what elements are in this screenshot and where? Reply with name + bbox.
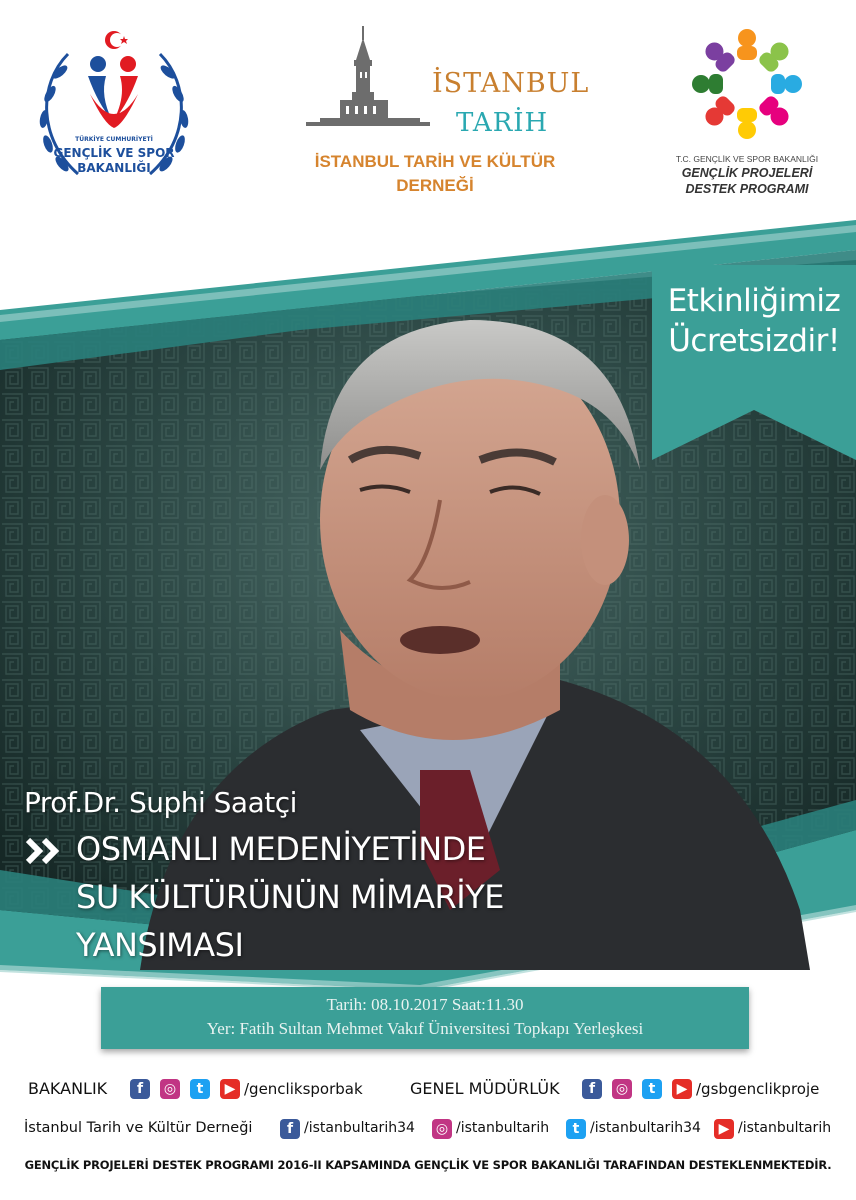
genclik-projeleri-logo xyxy=(672,24,822,204)
instagram-icon[interactable]: ◎ xyxy=(612,1079,632,1099)
dernek-youtube-handle[interactable]: /istanbultarih xyxy=(738,1120,832,1136)
gsb-logo-line2: GENÇLİK VE SPOR xyxy=(53,146,175,160)
instagram-icon[interactable]: ◎ xyxy=(160,1079,180,1099)
event-date: Tarih: 08.10.2017 Saat:11.30 xyxy=(326,995,524,1014)
topic-line3: YANSIMASI xyxy=(76,926,244,964)
instagram-icon[interactable]: ◎ xyxy=(432,1119,452,1139)
istanbul-tarih-org-line2: DERNEĞİ xyxy=(396,176,474,195)
genel-mudurluk-label: GENEL MÜDÜRLÜK xyxy=(410,1079,560,1098)
twitter-icon[interactable]: t xyxy=(566,1119,586,1139)
twitter-icon[interactable]: t xyxy=(190,1079,210,1099)
twitter-icon[interactable]: t xyxy=(642,1079,662,1099)
maiden-tower-icon xyxy=(300,24,430,139)
gpdp-logo-line1: GENÇLİK PROJELERİ xyxy=(681,166,813,180)
double-chevron-icon xyxy=(24,836,64,866)
dernek-facebook-handle[interactable]: /istanbultarih34 xyxy=(304,1120,415,1136)
genel-mudurluk-handle[interactable]: /gsbgenclikproje xyxy=(696,1080,820,1098)
gpdp-logo-small: T.C. GENÇLİK VE SPOR BAKANLIĞI xyxy=(675,154,819,164)
istanbul-tarih-logo xyxy=(300,24,590,204)
facebook-icon[interactable]: f xyxy=(582,1079,602,1099)
istanbul-tarih-logo-subtitle: TARİH xyxy=(456,108,549,138)
dernek-twitter-handle[interactable]: /istanbultarih34 xyxy=(590,1120,701,1136)
dernek-instagram-handle[interactable]: /istanbultarih xyxy=(456,1120,550,1136)
people-circle-icon xyxy=(672,24,822,148)
youtube-icon[interactable]: ▶ xyxy=(672,1079,692,1099)
topic-line1: OSMANLI MEDENİYETİNDE xyxy=(76,830,486,868)
bakanlik-handle[interactable]: /gencliksporbak xyxy=(244,1080,363,1098)
gsb-logo xyxy=(28,24,200,196)
istanbul-tarih-org-line1: İSTANBUL TARİH VE KÜLTÜR xyxy=(314,152,556,171)
footer-note: GENÇLİK PROJELERİ DESTEK PROGRAMI 2016-II KAPSAMINDA GENÇLİK VE SPOR BAKANLIĞI TARAFINDAN DESTEKLENMEKTEDİR. xyxy=(24,1158,832,1172)
istanbul-tarih-logo-title: İSTANBUL xyxy=(432,68,590,99)
gpdp-logo-line2: DESTEK PROGRAMI xyxy=(685,182,809,196)
free-badge-line2: Ücretsizdir! xyxy=(668,323,840,359)
event-place: Yer: Fatih Sultan Mehmet Vakıf Üniversitesi Topkapı Yerleşkesi xyxy=(206,1019,644,1038)
youtube-icon[interactable]: ▶ xyxy=(714,1119,734,1139)
free-badge-line1: Etkinliğimiz xyxy=(667,283,841,319)
facebook-icon[interactable]: f xyxy=(130,1079,150,1099)
bakanlik-label: BAKANLIK xyxy=(28,1079,108,1098)
youtube-icon[interactable]: ▶ xyxy=(220,1079,240,1099)
facebook-icon[interactable]: f xyxy=(280,1119,300,1139)
dernek-label: İstanbul Tarih ve Kültür Derneği xyxy=(24,1120,253,1136)
topic-line2: SU KÜLTÜRÜNÜN MİMARİYE xyxy=(76,878,504,916)
gsb-logo-line1: TÜRKİYE CUMHURİYETİ xyxy=(75,136,153,143)
event-info-box xyxy=(101,987,749,1049)
gsb-logo-line3: BAKANLIĞI xyxy=(77,161,151,175)
speaker-name: Prof.Dr. Suphi Saatçi xyxy=(24,786,297,819)
